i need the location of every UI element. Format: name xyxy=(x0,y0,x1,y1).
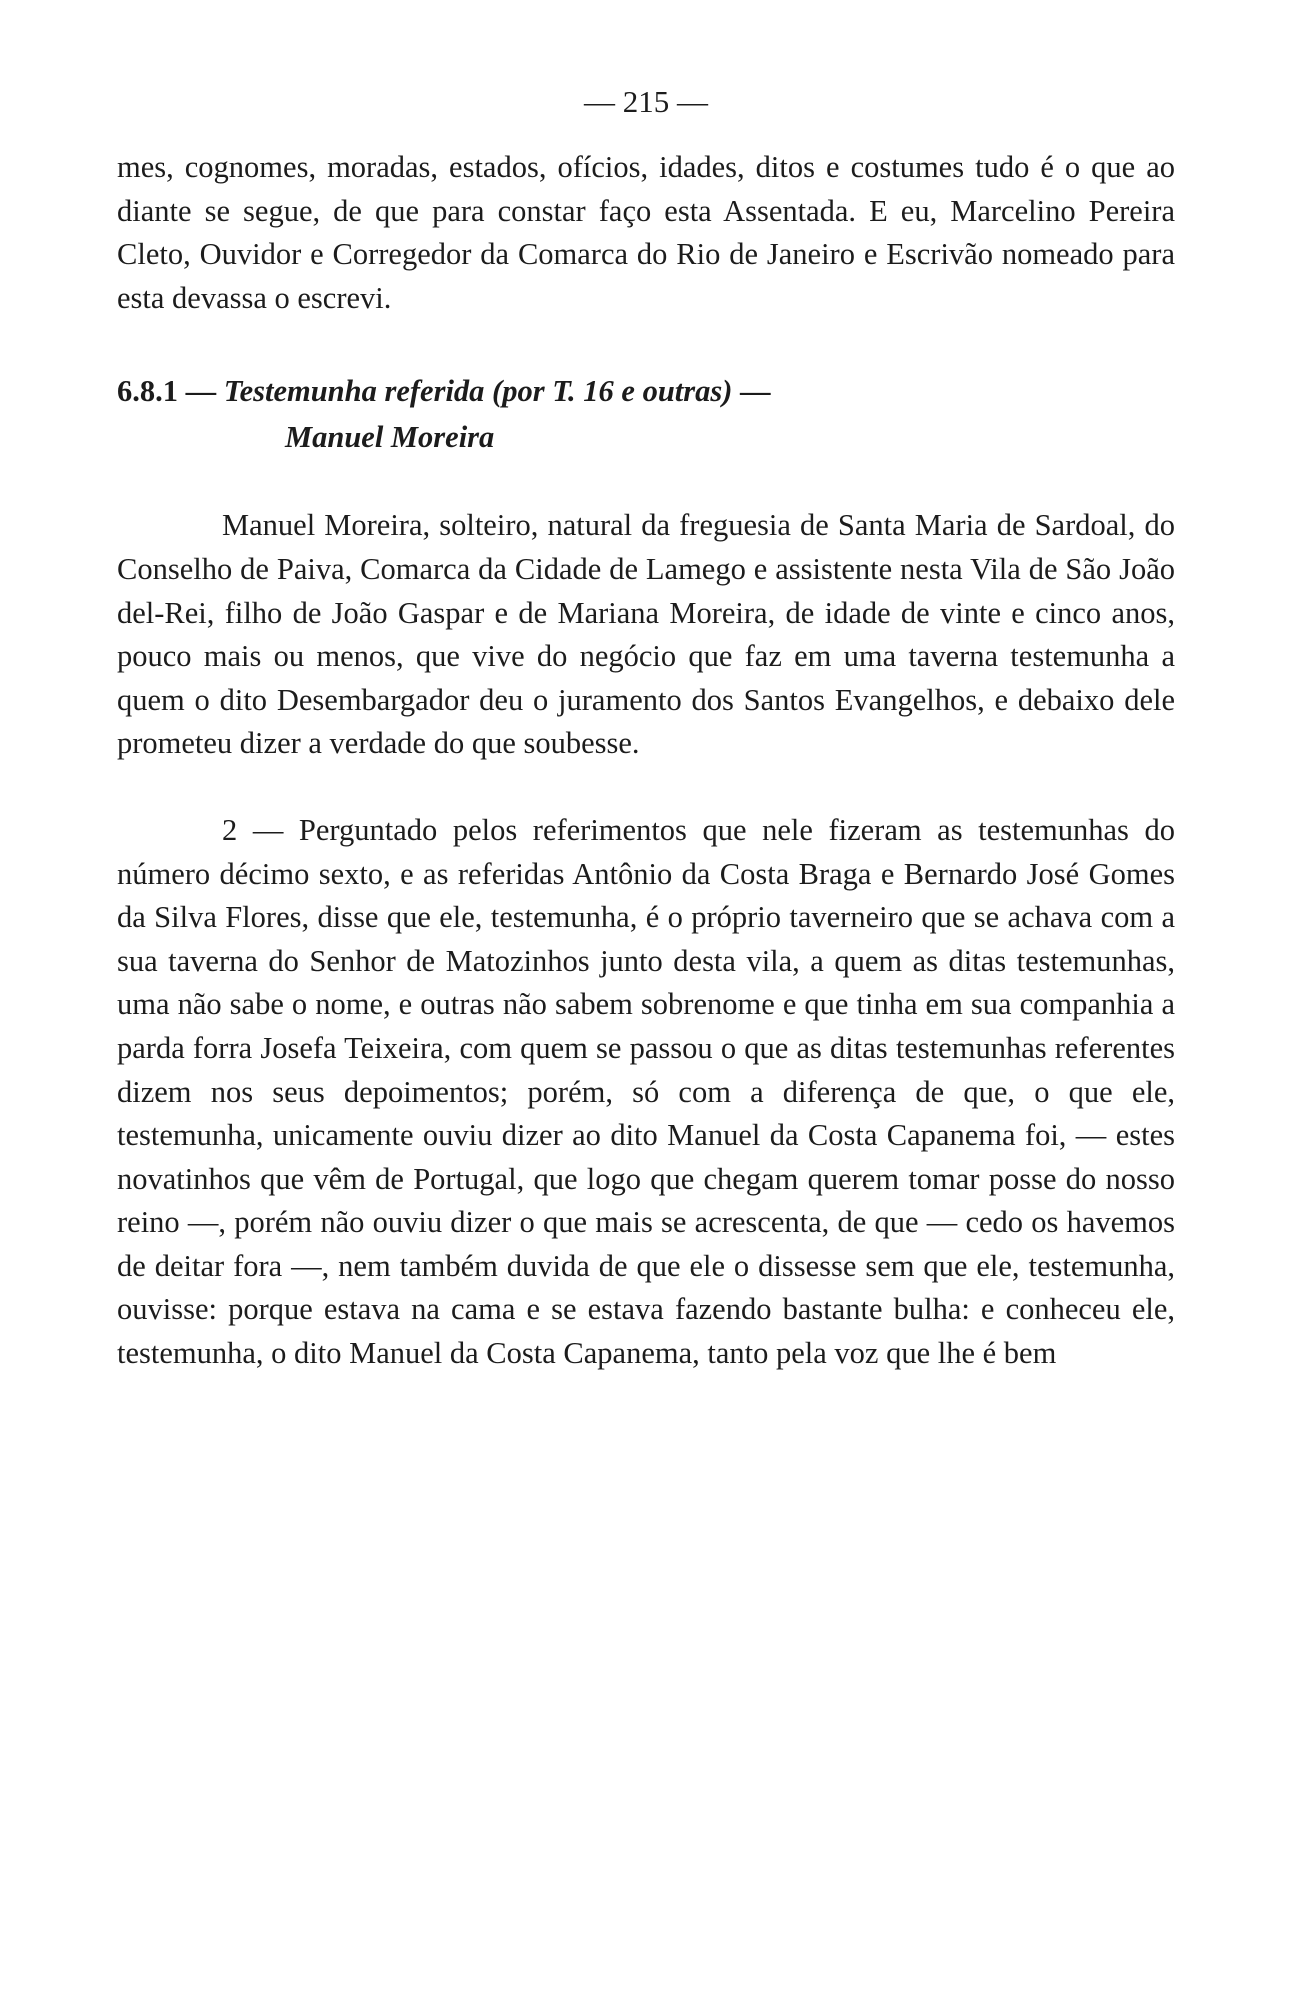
section-dash-before: — xyxy=(185,374,217,409)
witness-intro-paragraph: Manuel Moreira, solteiro, natural da freguesia de Santa Maria de Sardoal, do Conselho de Paiva, Comarca da Cidade de Lamego e assistente nesta Vila de São João del-Rei, filho de João Gaspar e de Mariana Moreira, de idade de vinte e cinco anos, pouco mais ou menos, que vive do negócio que faz em uma taverna testemunha a quem o dito Desembargador deu o juramento dos Santos Evangelhos, e debaixo dele prometeu dizer a verdade do que soubesse. xyxy=(117,508,1175,761)
section-title: Testemunha referida (por T. 16 e outras) xyxy=(223,374,733,409)
section-number: 6.8.1 xyxy=(117,374,178,409)
section-heading xyxy=(117,368,1175,460)
testimony-paragraph-2: 2 — Perguntado pelos referimentos que nele fizeram as testemunhas do número décimo sexto, e as referidas Antônio da Costa Braga e Bernardo José Gomes da Silva Flores, disse que ele, testemunha, é o próprio taverneiro que se achava com a sua taverna do Senhor de Matozinhos junto desta vila, a quem as ditas testemunhas, uma não sabe o nome, e outras não sabem sobrenome e que tinha em sua companhia a parda forra Josefa Teixeira, com quem se passou o que as ditas testemunhas referentes dizem nos seus depoimentos; porém, só com a diferença de que, o que ele, testemunha, unicamente ouviu dizer ao dito Manuel da Costa Capanema foi, — estes novatinhos que vêm de Portugal, que logo que chegam querem tomar posse do nosso reino —, porém não ouviu dizer o que mais se acrescenta, de que — cedo os havemos de deitar fora —, nem também duvida de que ele o dissesse sem que ele, testemunha, ouvisse: porque estava na cama e se estava fazendo bastante bulha: e conheceu ele, testemunha, o dito Manuel da Costa Capanema, tanto pela voz que lhe é bem xyxy=(117,812,1175,1371)
document-page xyxy=(117,82,1175,1376)
page-number: — 215 — xyxy=(584,84,708,119)
section-dash-after: — xyxy=(740,374,771,409)
opening-paragraph: mes, cognomes, moradas, estados, ofícios, idades, ditos e costumes tudo é o que ao diante se segue, de que para constar faço esta Assentada. E eu, Marcelino Pereira Cleto, Ouvidor e Corregedor da Comarca do Rio de Janeiro e Escrivão nomeado para esta devassa o escrevi. xyxy=(117,150,1175,315)
witness-name: Manuel Moreira xyxy=(285,420,495,455)
